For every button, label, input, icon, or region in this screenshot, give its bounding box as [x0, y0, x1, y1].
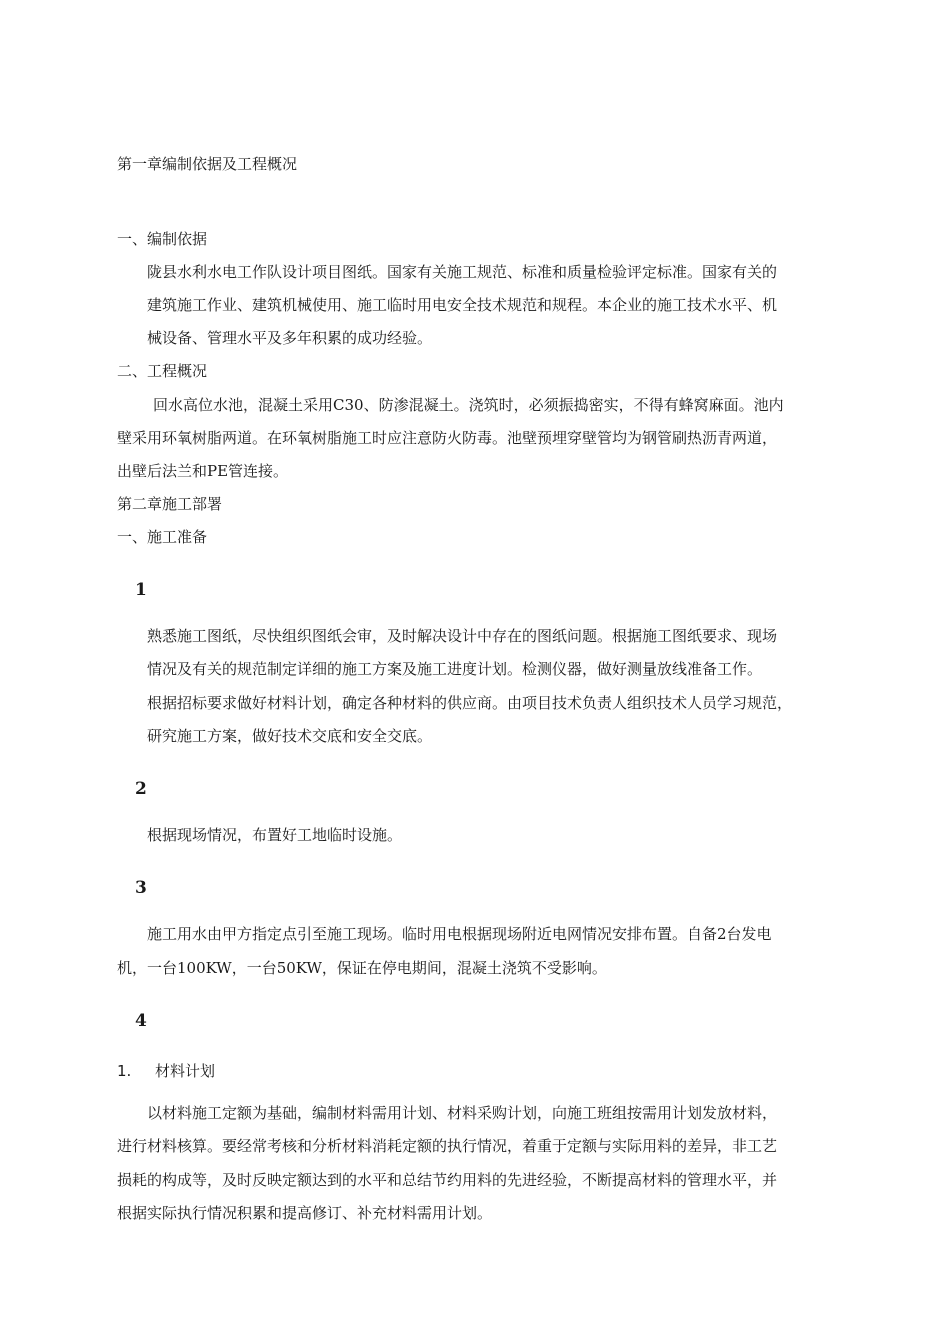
overview-paragraph-line-2: 壁采用环氧树脂两道。在环氧树脂施工时应注意防火防毒。池壁预埋穿壁管均为钢管刷热沥青两道， [117, 429, 778, 447]
basis-paragraph-line-2: 建筑施工作业、建筑机械使用、施工临时用电安全技术规范和规程。本企业的施工技术水平、机 [147, 296, 778, 314]
section-preparation-heading: 一、施工准备 [117, 528, 208, 546]
material-plan-line-1: 以材料施工定额为基础，编制材料需用计划、材料采购计划，向施工班组按需用计划发放材料， [147, 1104, 778, 1122]
item-1-line-3: 根据招标要求做好材料计划，确定各种材料的供应商。由项目技术负责人组织技术人员学习规范， [147, 694, 793, 712]
material-plan-line-4: 根据实际执行情况积累和提高修订、补充材料需用计划。 [117, 1204, 493, 1222]
sub-item-number-1: 1. [117, 1062, 132, 1080]
item-number-1: 1 [135, 580, 147, 600]
overview-paragraph-line-3: 出壁后法兰和PE管连接。 [117, 462, 289, 480]
overview-paragraph-line-1: 回水高位水池，混凝土采用C30、防渗混凝土。浇筑时，必须振捣密实，不得有蜂窝麻面。池内 [153, 396, 784, 414]
basis-paragraph-line-1: 陇县水利水电工作队设计项目图纸。国家有关施工规范、标准和质量检验评定标准。国家有关的 [147, 263, 778, 281]
item-number-2: 2 [135, 779, 147, 799]
item-3-line-1: 施工用水由甲方指定点引至施工现场。临时用电根据现场附近电网情况安排布置。自备2台发电 [147, 925, 772, 943]
material-plan-line-2: 进行材料核算。要经常考核和分析材料消耗定额的执行情况，着重于定额与实际用料的差异，非工艺 [117, 1137, 778, 1155]
item-1-line-4: 研究施工方案，做好技术交底和安全交底。 [147, 727, 433, 745]
material-plan-line-3: 损耗的构成等，及时反映定额达到的水平和总结节约用料的先进经验，不断提高材料的管理水平，并 [117, 1171, 778, 1189]
basis-paragraph-line-3: 械设备、管理水平及多年积累的成功经验。 [147, 329, 433, 347]
section-overview-heading: 二、工程概况 [117, 362, 208, 380]
section-basis-heading: 一、编制依据 [117, 230, 208, 248]
item-1-line-1: 熟悉施工图纸，尽快组织图纸会审，及时解决设计中存在的图纸问题。根据施工图纸要求、现场 [147, 627, 778, 645]
chapter-1-title: 第一章编制依据及工程概况 [117, 155, 298, 173]
item-number-3: 3 [135, 878, 147, 898]
item-3-line-2: 机，一台100KW，一台50KW，保证在停电期间，混凝土浇筑不受影响。 [117, 959, 607, 977]
item-number-4: 4 [135, 1011, 147, 1031]
chapter-2-title: 第二章施工部署 [117, 495, 223, 513]
item-1-line-2: 情况及有关的规范制定详细的施工方案及施工进度计划。检测仪器，做好测量放线准备工作。 [147, 660, 763, 678]
item-2-line-1: 根据现场情况，布置好工地临时设施。 [147, 826, 403, 844]
material-plan-heading: 材料计划 [155, 1062, 216, 1080]
